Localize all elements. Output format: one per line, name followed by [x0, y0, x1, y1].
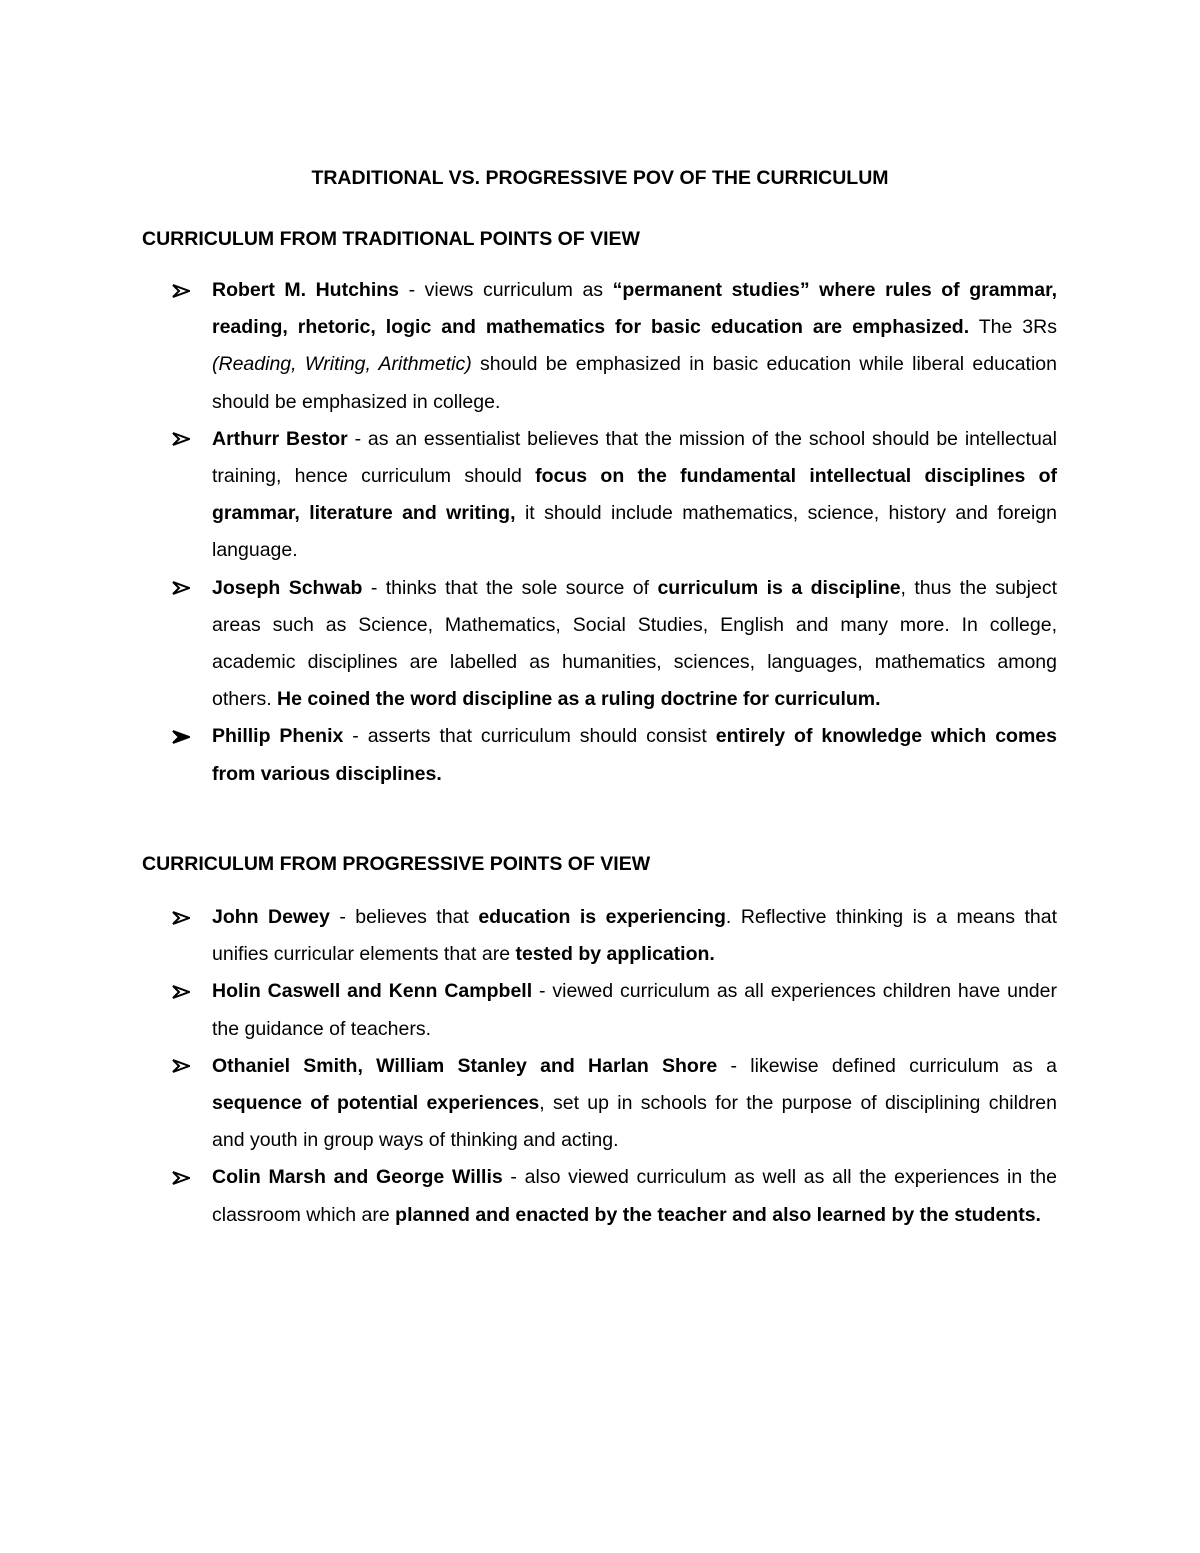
- list-item-text: [212, 973, 1057, 1047]
- list-item-text: [212, 272, 1057, 421]
- list-item: [0, 899, 1200, 973]
- document-title: TRADITIONAL VS. PROGRESSIVE POV OF THE CURRICULUM: [311, 167, 889, 189]
- text-segment: should be emphasized in basic education while liberal education should be emphasized in college.: [212, 353, 1058, 413]
- list-item-text: [212, 718, 1057, 792]
- text-segment: - also viewed curriculum as well as all the experiences in the classroom which are: [212, 1166, 1057, 1226]
- text-segment: He coined the word discipline as a ruling doctrine for curriculum.: [277, 688, 881, 711]
- text-segment: - viewed curriculum as all experiences children have under the guidance of teachers.: [212, 980, 1057, 1040]
- text-segment: “permanent studies” where rules of grammar, reading, rhetoric, logic and mathematics for basic education are emphasized.: [212, 279, 1057, 339]
- text-segment: Arthurr Bestor: [212, 427, 348, 450]
- list-item-text: [212, 421, 1057, 570]
- arrow-bullet-icon: [172, 1159, 194, 1196]
- text-segment: - believes that: [329, 906, 479, 928]
- text-segment: - views curriculum as: [399, 279, 613, 301]
- list-item: [0, 1159, 1200, 1233]
- traditional-list: [0, 272, 1200, 793]
- arrow-bullet-icon: [172, 272, 194, 309]
- text-segment: Othaniel Smith, William Stanley and Harlan Shore: [212, 1054, 718, 1077]
- list-item: [0, 1048, 1200, 1160]
- arrow-bullet-icon: [172, 899, 194, 936]
- text-segment: Holin Caswell and Kenn Campbell: [212, 980, 533, 1003]
- text-segment: - as an essentialist believes that the mission of the school should be intellectual training, hence curriculum should: [212, 427, 1057, 488]
- text-segment: , set up in schools for the purpose of disciplining children and youth in group ways of thinking and acting.: [212, 1092, 1057, 1152]
- text-segment: it should include mathematics, science, history and foreign language.: [212, 502, 1057, 562]
- progressive-list: [0, 899, 1200, 1234]
- text-segment: (Reading, Writing, Arithmetic): [212, 353, 472, 376]
- list-item: [0, 973, 1200, 1047]
- text-segment: . Reflective thinking is a means that unifies curricular elements that are: [212, 906, 1057, 966]
- arrow-bullet-icon: [172, 1048, 194, 1085]
- section-heading-progressive: CURRICULUM FROM PROGRESSIVE POINTS OF VIEW: [142, 853, 651, 875]
- text-segment: - asserts that curriculum should consist: [343, 725, 716, 748]
- list-item: [0, 570, 1200, 719]
- arrow-bullet-icon: [172, 421, 194, 458]
- text-segment: Joseph Schwab: [212, 576, 363, 599]
- list-item-text: [212, 1048, 1057, 1160]
- text-segment: The 3Rs: [969, 316, 1057, 339]
- list-item: [0, 421, 1200, 570]
- text-segment: education is experiencing: [478, 906, 726, 928]
- text-segment: planned and enacted by the teacher and also learned by the students.: [395, 1203, 1041, 1226]
- text-segment: tested by application.: [515, 943, 715, 966]
- arrow-bullet-icon: [172, 718, 194, 755]
- arrow-bullet-icon: [172, 570, 194, 607]
- text-segment: Phillip Phenix: [212, 725, 344, 748]
- text-segment: curriculum is a discipline: [657, 576, 901, 599]
- text-segment: sequence of potential experiences: [212, 1092, 540, 1115]
- text-segment: - likewise defined curriculum as a: [717, 1054, 1057, 1077]
- list-item-text: [212, 899, 1057, 973]
- text-segment: - thinks that the sole source of: [362, 576, 658, 599]
- arrow-bullet-icon: [172, 973, 194, 1010]
- text-segment: focus on the fundamental intellectual disciplines of grammar, literature and writing,: [212, 465, 1058, 525]
- text-segment: Colin Marsh and George Willis: [212, 1166, 503, 1189]
- text-segment: Robert M. Hutchins: [212, 279, 400, 301]
- list-item: [0, 718, 1200, 792]
- list-item-text: [212, 1159, 1057, 1233]
- text-segment: , thus the subject areas such as Science, Mathematics, Social Studies, English and many more. In college, academic disciplines are labelled as humanities, sciences, languages, mathematics among others.: [212, 576, 1057, 711]
- text-segment: entirely of knowledge which comes from various disciplines.: [212, 725, 1057, 785]
- list-item: [0, 272, 1200, 421]
- list-item-text: [212, 570, 1057, 719]
- text-segment: John Dewey: [212, 906, 330, 928]
- section-heading-traditional: CURRICULUM FROM TRADITIONAL POINTS OF VIEW: [142, 228, 640, 250]
